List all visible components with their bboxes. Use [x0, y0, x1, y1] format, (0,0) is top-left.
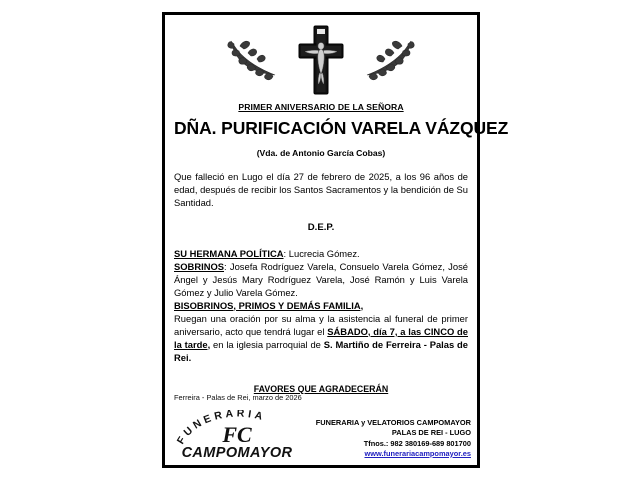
laurel-branch-right-icon [353, 37, 417, 88]
svg-text:FUNERARIA: FUNERARIA [174, 410, 268, 447]
footer [165, 408, 477, 462]
request-part-one: Ruegan una oración por su alma y la asistencia al funeral de primer aniversario, acto que tendrá lugar el [174, 312, 468, 337]
company-phones: Tfnos.: 982 380169-689 801700 [363, 438, 471, 448]
widow-of-line: (Vda. de Antonio García Cobas) [256, 148, 386, 158]
anniversary-heading: PRIMER ANIVERSARIO DE LA SEÑORA [238, 102, 404, 112]
notice-content [165, 15, 509, 465]
funeral-notice-card [162, 12, 509, 468]
company-location: PALAS DE REI - LUGO [391, 428, 471, 438]
place-and-date: Ferreira - Palas de Rei, marzo de 2026 [174, 393, 302, 402]
sister-in-law-label: SU HERMANA POLÍTICA [174, 247, 284, 259]
other-relatives-line [174, 299, 468, 312]
request-paragraph [174, 312, 468, 364]
nephews-label: SOBRINOS [174, 260, 225, 272]
emblem-group [174, 25, 468, 99]
nephews-line: SOBRINOS: Josefa Rodríguez Varela, Consuelo Varela Gómez, José Ángel y Jesús Mary Rodríguez Varela, José Ramón y Luis Varela Gómez y Julio Varela Gómez. [174, 260, 468, 298]
service-datetime: SÁBADO, día 7, a las CINCO de la tarde, [174, 325, 468, 350]
nephews-names: Josefa Rodríguez Varela, Consuelo Varela Gómez, José Ángel y Jesús Mary Rodríguez Varela, José Ramón y Luis Varela Gómez y Julio Varela Gómez. [174, 260, 468, 298]
svg-text:CAMPOMAYOR: CAMPOMAYOR [181, 445, 293, 460]
deceased-name: DÑA. PURIFICACIÓN VARELA VÁZQUEZ [174, 118, 509, 138]
laurel-branch-left-icon [225, 37, 289, 88]
sister-in-law-names: Lucrecia Gómez. [288, 247, 360, 259]
crucifix-icon [295, 24, 347, 101]
dep-text: D.E.P. [307, 221, 335, 233]
company-contact-block [316, 418, 471, 460]
family-block [174, 247, 468, 364]
company-name: FUNERARIA y VELATORIOS CAMPOMAYOR [315, 418, 471, 428]
death-paragraph: Que falleció en Lugo el día 27 de febrero de 2025, a los 96 años de edad, después de recibir los Santos Sacramentos y la bendición de Su Santidad. [174, 171, 468, 209]
favores-line: FAVORES QUE AGRADECERÁN [253, 383, 389, 394]
campomayor-logo [171, 410, 303, 460]
company-website-link[interactable]: www.funerariacampomayor.es [364, 448, 471, 458]
other-relatives-label: BISOBRINOS, PRIMOS Y DEMÁS FAMILIA, [174, 299, 364, 311]
church-name: S. Martiño de Ferreira - Palas de Rei. [174, 338, 468, 363]
request-part-two: en la iglesia parroquial de [210, 338, 324, 350]
sister-in-law-line: SU HERMANA POLÍTICA: Lucrecia Gómez. [174, 247, 360, 259]
svg-text:FC: FC [222, 422, 252, 447]
